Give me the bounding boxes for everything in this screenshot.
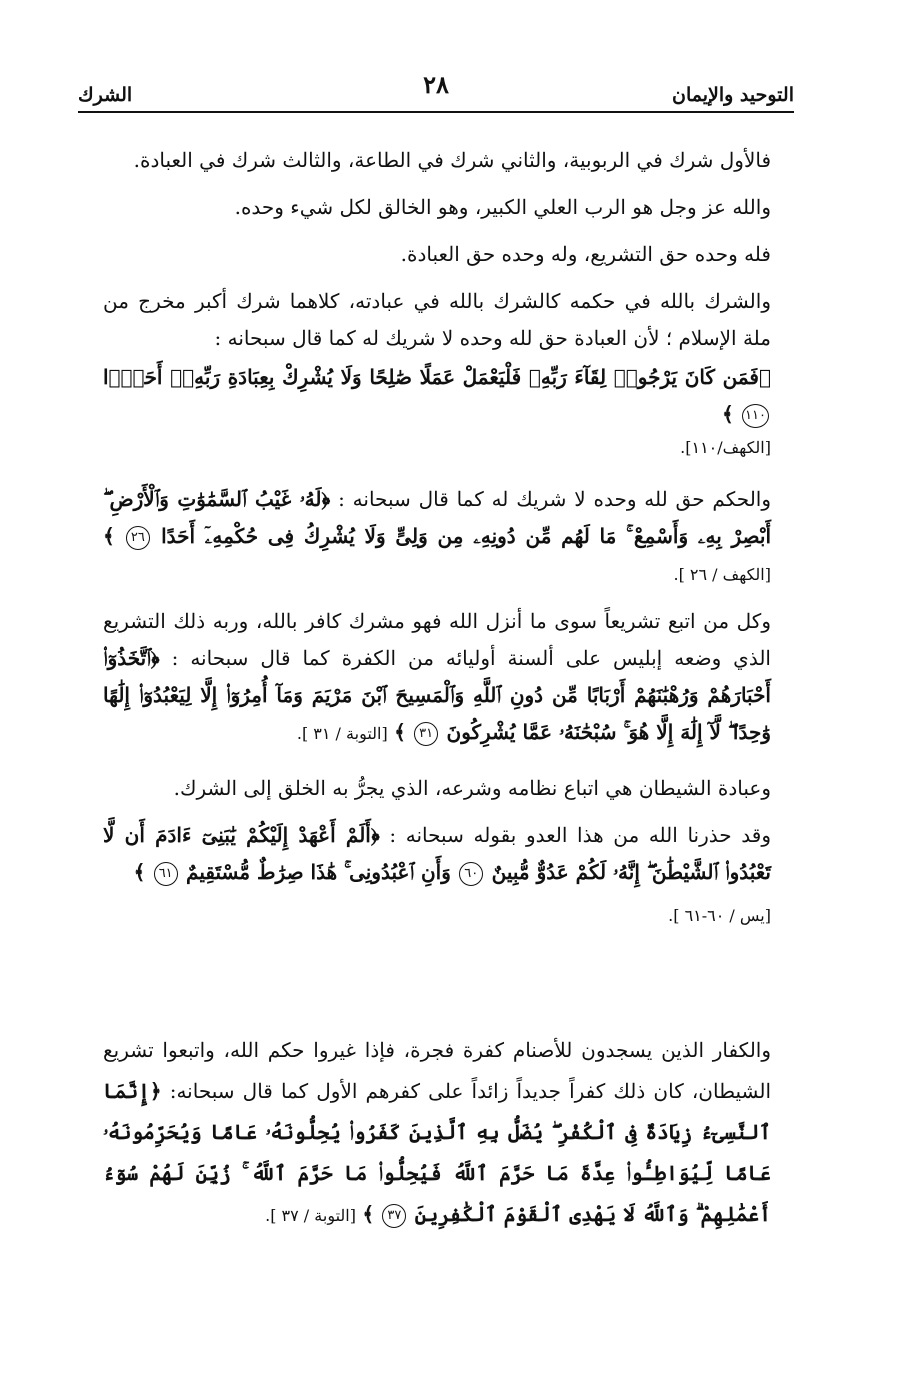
paragraph-warning (103, 817, 771, 891)
verse-number-badge: ٦٠ (459, 862, 483, 886)
paragraph-2: والله عز وجل هو الرب العلي الكبير، وهو الخالق لكل شيء وحده. (234, 195, 771, 219)
quran-close-bracket: ﴾ (133, 860, 146, 884)
paragraph-tashri (103, 603, 771, 752)
quran-text: ﴿فَمَن كَانَ يَرْجُوا۟ لِقَآءَ رَبِّهِۦ فَلْيَعْمَلْ عَمَلًا صَٰلِحًا وَلَا يُشْرِكْ بِعِبَادَةِ رَبِّهِۦٓ أَحَدًۢا (103, 365, 771, 389)
paragraph-intro: وقد حذرنا الله من هذا العدو بقوله سبحانه : (389, 823, 772, 847)
quran-text: ﴿إِنَّمَا ٱلنَّسِىٓءُ زِيَادَةٌ فِى ٱلْكُفْرِ ۖ يُضَلُّ بِهِ ٱلَّذِينَ كَفَرُوا۟ يُحِلُّونَهُۥ عَامًا وَيُحَرِّمُونَهُۥ عَامًا لِّيُوَاطِـُٔوا۟ عِدَّةَ مَا حَرَّمَ ٱللَّهُ فَيُحِلُّوا۟ مَا حَرَّمَ ٱللَّهُ ۚ زُيِّنَ لَهُمْ سُوٓءُ أَعْمَٰلِهِمْ ۗ وَٱللَّهُ لَا يَهْدِى ٱلْقَوْمَ ٱلْكَٰفِرِينَ (103, 1079, 771, 1226)
quran-close-bracket: ﴾ (721, 402, 734, 426)
paragraph-3: فله وحده حق التشريع، وله وحده حق العبادة. (400, 242, 771, 266)
paragraph-4: والشرك بالله في حكمه كالشرك بالله في عبادته، كلاهما شرك أكبر مخرج من ملة الإسلام ؛ لأن العبادة حق لله وحده لا شريك له كما قال سبحانه : (103, 289, 771, 350)
quran-close-bracket: ﴾ (394, 720, 406, 744)
paragraph-kuffar (103, 1030, 771, 1236)
page-body-final (103, 1030, 771, 1236)
quran-close-bracket: ﴾ (362, 1202, 375, 1226)
paragraph-intro: والكفار الذين يسجدون للأصنام كفرة فجرة، فإذا غيروا حكم الله، واتبعوا تشريع الشيطان، كان ذلك كفراً جديداً زائداً على كفرهم الأول كما قال سبحانه: (103, 1038, 772, 1103)
verse-reference: [التوبة / ٣١ ]. (296, 724, 388, 743)
verse-number-badge: ١١٠ (742, 404, 769, 428)
quran-verse-kahf-110 (103, 359, 771, 433)
quran-close-bracket: ﴾ (103, 524, 115, 548)
quran-text-continued: وَأَنِ ٱعْبُدُونِى ۚ هَٰذَا صِرَٰطٌ مُّسْتَقِيمٌ (186, 860, 451, 884)
page-body (103, 142, 771, 931)
verse-reference: [الكهف / ٢٦ ]. (673, 565, 771, 584)
quran-text: ﴿لَهُۥ غَيْبُ ٱلسَّمَٰوَٰتِ وَٱلْأَرْضِ ۖ أَبْصِرْ بِهِۦ وَأَسْمِعْ ۚ مَا لَهُم مِّن دُونِهِۦ مِن وَلِىٍّ وَلَا يُشْرِكُ فِى حُكْمِهِۦٓ أَحَدًا (103, 487, 772, 548)
paragraph-intro: وكل من اتبع تشريعاً سوى ما أنزل الله فهو مشرك كافر بالله، وربه ذلك التشريع الذي وضعه إبليس على ألسنة أوليائه من الكفرة كما قال سبحانه : (103, 609, 771, 670)
quran-text: ﴿أَلَمْ أَعْهَدْ إِلَيْكُمْ يَٰبَنِىٓ ءَادَمَ أَن لَّا تَعْبُدُوا۟ ٱلشَّيْطَٰنَ ۖ إِنَّهُۥ لَكُمْ عَدُوٌّ مُّبِينٌ (103, 823, 771, 884)
chapter-title: الشرك (78, 84, 133, 106)
book-title: التوحيد والإيمان (672, 84, 794, 106)
paragraph-1: فالأول شرك في الربوبية، والثاني شرك في الطاعة، والثالث شرك في العبادة. (133, 148, 771, 172)
verse-reference: [يس / ٦٠-٦١ ]. (668, 906, 771, 925)
paragraph-shaitan: وعبادة الشيطان هي اتباع نظامه وشرعه، الذي يجرُّ به الخلق إلى الشرك. (173, 776, 771, 800)
paragraph-hukm (103, 481, 771, 593)
paragraph-intro: والحكم حق لله وحده لا شريك له كما قال سبحانه : (338, 487, 771, 511)
verse-number-badge: ٢٦ (126, 526, 150, 550)
verse-reference: [الكهف/١١٠]. (680, 438, 771, 457)
quran-text: ﴿ٱتَّخَذُوٓا۟ أَحْبَارَهُمْ وَرُهْبَٰنَهُمْ أَرْبَابًا مِّن دُونِ ٱللَّهِ وَٱلْمَسِيحَ ٱبْنَ مَرْيَمَ وَمَآ أُمِرُوٓا۟ إِلَّا لِيَعْبُدُوٓا۟ إِلَٰهًا وَٰحِدًا ۖ لَّآ إِلَٰهَ إِلَّا هُوَ ۚ سُبْحَٰنَهُۥ عَمَّا يُشْرِكُونَ (103, 646, 771, 744)
verse-number-badge: ٣٧ (382, 1204, 406, 1228)
header-divider (78, 111, 794, 113)
verse-reference: [التوبة / ٣٧ ]. (265, 1206, 356, 1225)
verse-number-badge: ٦١ (154, 862, 178, 886)
page-number: ٢٨ (423, 70, 449, 99)
running-header (78, 70, 794, 112)
verse-number-badge: ٣١ (414, 722, 438, 746)
